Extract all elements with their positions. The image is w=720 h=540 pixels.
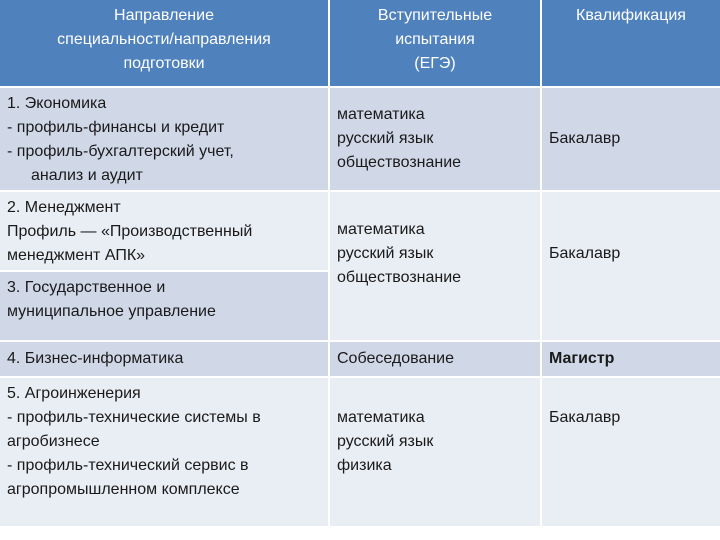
header-direction-line: подготовки (123, 55, 205, 72)
header-direction-line: Направление (114, 7, 214, 24)
row5-exams (330, 378, 540, 526)
row5-direction-line: - профиль-технические системы в (7, 409, 261, 426)
row1-exam: русский язык (337, 130, 434, 147)
row5-direction-line: агробизнесе (7, 433, 100, 450)
header-exams (330, 0, 540, 86)
row5-exam: русский язык (337, 433, 434, 450)
row2-exams (330, 192, 540, 340)
header-exams-line: (ЕГЭ) (414, 55, 456, 72)
row5-direction-line: - профиль-технический сервис в (7, 457, 249, 474)
row5-direction-line: 5. Агроинженерия (7, 385, 141, 402)
row1-direction-line: анализ и аудит (31, 167, 143, 184)
row5-exam: физика (337, 457, 392, 474)
row2-qualification (542, 192, 720, 340)
header-qualification-line: Квалификация (576, 7, 686, 24)
row2-exam: математика (337, 221, 425, 238)
row5-qualification (542, 378, 720, 526)
row4-exams (330, 342, 540, 376)
header-direction-line: специальности/направления (57, 31, 271, 48)
row2-qualification-text: Бакалавр (549, 245, 621, 262)
row2-direction-line: менеджмент АПК» (7, 247, 146, 264)
header-qualification (542, 0, 720, 86)
row4-qualification (542, 342, 720, 376)
row1-qualification-text: Бакалавр (549, 130, 621, 147)
row2-direction-line: 2. Менеджмент (7, 199, 121, 216)
row4-qualification-text: Магистр (549, 350, 615, 367)
row1-direction (0, 88, 328, 190)
row2-exam: русский язык (337, 245, 434, 262)
row2-direction-line: Профиль — «Производственный (7, 223, 253, 240)
row3-direction (0, 272, 328, 340)
row4-direction-line: 4. Бизнес-информатика (7, 350, 184, 367)
row1-exam: математика (337, 106, 425, 123)
row2-direction (0, 192, 328, 270)
row5-qualification-text: Бакалавр (549, 409, 621, 426)
row1-qualification (542, 88, 720, 190)
row4-exam: Собеседование (337, 350, 455, 367)
row5-exam: математика (337, 409, 425, 426)
row2-exam: обществознание (337, 269, 462, 286)
row3-direction-line: муниципальное управление (7, 303, 216, 320)
row1-direction-line: - профиль-бухгалтерский учет, (7, 143, 234, 160)
row1-exams (330, 88, 540, 190)
header-exams-line: Вступительные (377, 7, 493, 24)
row5-direction-line: агропромышленном комплексе (7, 481, 240, 498)
row4-direction (0, 342, 328, 376)
row3-direction-line: 3. Государственное и (7, 279, 166, 296)
row1-exam: обществознание (337, 154, 462, 171)
row1-direction-line: 1. Экономика (7, 95, 107, 112)
row5-direction (0, 378, 328, 526)
header-exams-line: испытания (395, 31, 475, 48)
row1-direction-line: - профиль-финансы и кредит (7, 119, 225, 136)
header-direction (0, 0, 328, 86)
